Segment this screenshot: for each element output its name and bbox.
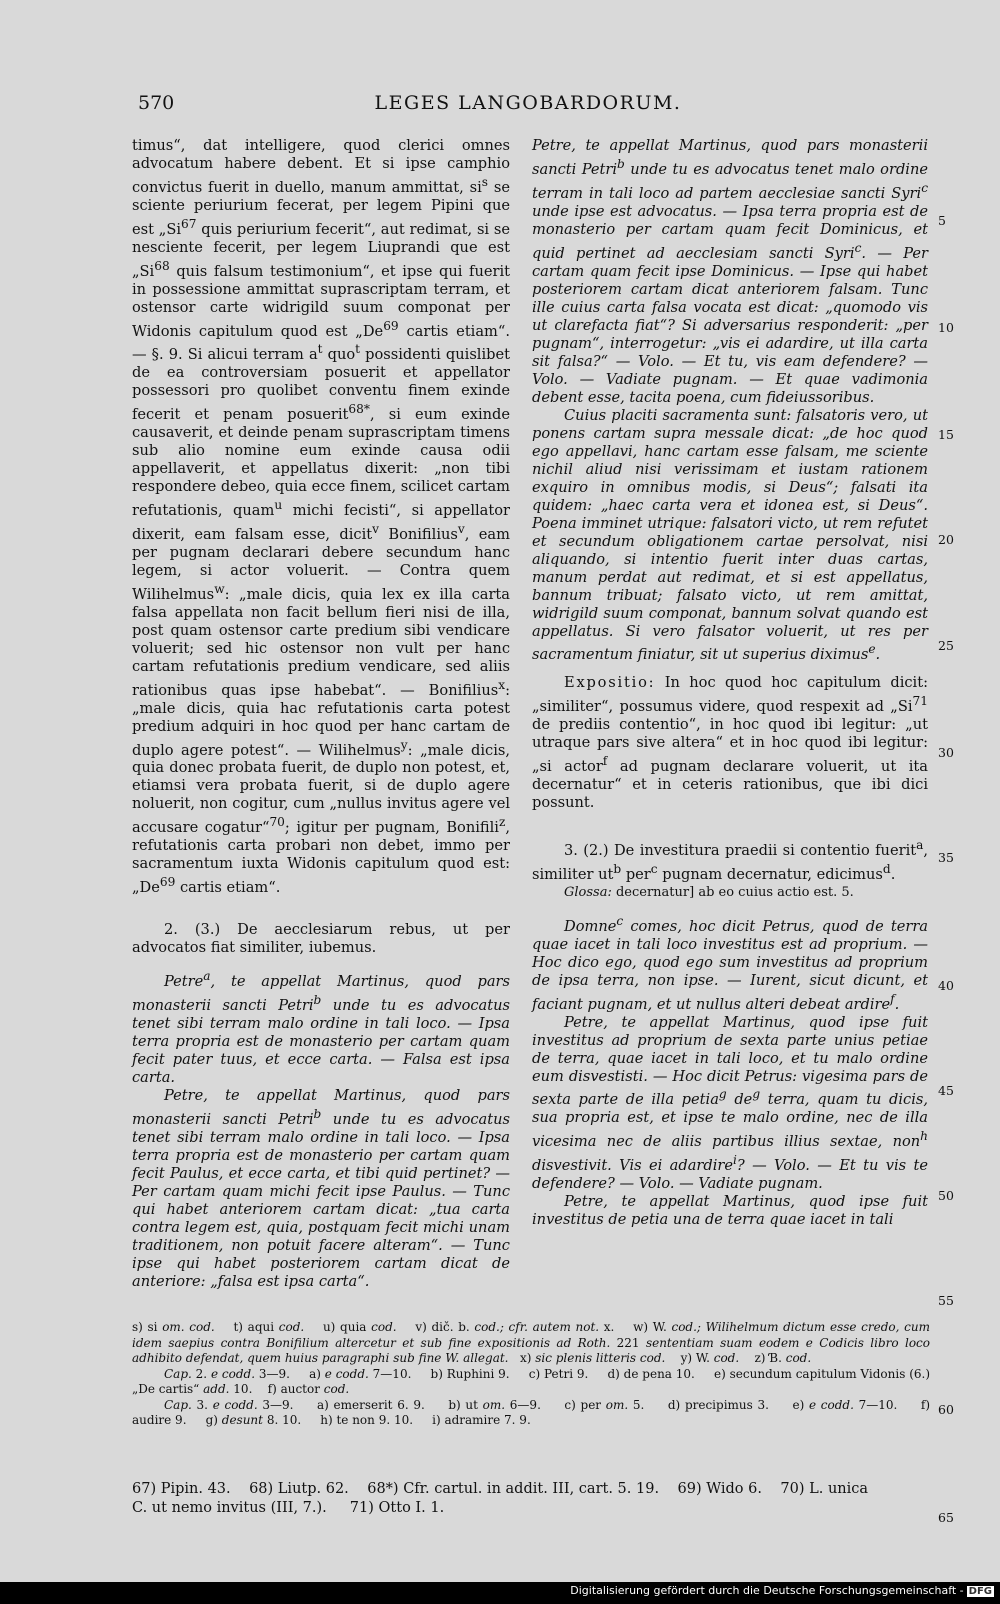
margin-line-number: 30	[938, 745, 954, 760]
formula-paragraph: Cuius placiti sacramenta sunt: falsatoris vero, ut ponens cartam supra messale dicat: „de hoc quod ego appellavi, hanc cartam esse falsam, me sciente nichil aliud nisi verissimam et iustam rationem exquiro in omnibus modis, si Deus“; falsati ita quidem: „haec carta vera et idonea est, si Deus“. Poena imminet utrique: falsatori victo, ut rem refutet et secundum obligationem cartae persolvat, nisi aliquando, si intentio fuerit inter duas cartas, manum perdat aut redimat, et si est appellatus, bannum tribuat; falsato victo, ut rem amittat, widrigild suum componat, bannum solvat quando est appellatus. Si vero falsator voluerit, ut res per sacramentum finiatur, sit ut superius diximus$^e$.	[532, 406, 928, 664]
formula-paragraph: Petre$^a$, te appellat Martinus, quod pars monasterii sancti Petri$^b$ unde tu es advocatus tenet sibi terram malo ordine in tali loco. — Ipsa terra propria est de monasterio per cartam quam fecit pater tuus, et ecce carta. — Falsa est ipsa carta.	[132, 969, 510, 1086]
margin-line-number: 40	[938, 978, 954, 993]
expositio-paragraph: Expositio: In hoc quod hoc capitulum dicit: „similiter“, possumus videre, quod respexit ad „Si$^{71}$ de prediis contentio“, in hoc quod ibi legitur: „ut utraque pars sive altera“ et in hoc quod ibi legitur: „si actor$^f$ ad pugnam declarare voluerit, ut ita decernatur“ et in ceteris rationibus, que ibi dici possunt.	[532, 674, 928, 812]
running-head: LEGES LANGOBARDORUM.	[374, 92, 682, 114]
margin-line-number: 45	[938, 1083, 954, 1098]
formula-paragraph: Petre, te appellat Martinus, quod ipse fuit investitus ad proprium de sexta parte unius petiae de terra, quae iacet in tali loco, et tu malo ordine eum disvestisti. — Hoc dicit Petrus: vigesima pars de sexta parte de illa petia$^g$ $de^g$ terra, quam tu dicis, sua propria est, et ipse te malo ordine, nec de illa vicesima nec de aliis partibus illius sextae, non$^h$ disvestivit. Vis ei adardire$^i$? — Volo. — Et tu vis te defendere? — Volo. — Vadiate pugnam.	[532, 1013, 929, 1193]
source-notes	[132, 1480, 930, 1518]
margin-line-number: 20	[938, 532, 954, 547]
formula-paragraph: Petre, te appellat Martinus, quod pars monasterii sancti Petri$^b$ unde tu es advocatus tenet sibi terram malo ordine in tali loco. — Ipsa terra propria est de monasterio per cartam quam fecit Paulus, et ecce carta, et tibi quid pertinet? — Per cartam quam michi fecit ipse Paulus. — Tunc qui habet anteriorem cartam dicat: „tua carta contra legem est, quia, postquam fecit michi unam traditionem, non potuit facere alteram“. — Tunc ipse qui habet posteriorem cartam dicat de anteriore: „falsa est ipsa carta“.	[132, 1086, 510, 1290]
formula-paragraph: Petre, te appellat Martinus, quod pars monasterii sancti Petri$^b$ unde tu es advocatus tenet malo ordine terram in tali loco ad partem aecclesiae sancti Syri$^c$ unde ipse est advocatus. — Ipsa terra propria est de monasterio per cartam quam fecit Dominicus, et quid pertinet ad aecclesiam sancti Syri$^c$. — Per cartam quam fecit ipse Dominicus. — Ipse qui habet posteriorem cartam dicat anteriorem falsam. Tunc ille cuius carta falsa vocata est dicat: „quomodo vis ut clarefacta fiat“? Si adversarius responderit: „per pugnam“, interrogetur: „vis ei adardire, ut illa carta sit falsa?“ — Volo. — Et tu, vis eam defendere? — Volo. — Vadiate pugnam. — Et quae vadimonia debent esse, tacita poena, cum fideiussoribus.	[532, 137, 928, 406]
page-number: 570	[138, 92, 175, 114]
margin-line-number: 35	[938, 850, 954, 865]
chapter-heading: 2. (3.) De aecclesiarum rebus, ut per advocatos fiat similiter, iubemus.	[132, 921, 510, 957]
margin-line-number: 15	[938, 427, 954, 442]
margin-line-number: 5	[938, 213, 946, 228]
footnotes	[132, 1320, 930, 1429]
footnote-block: Cap. 3. e codd. 3—9. a) emerserit 6. 9. b) ut om. 6—9. c) per om. 5. d) precipimus 3. e) e codd. 7—10. f) audire 9. g) desunt 8. 10. h) te non 9. 10. i) adramire 7. 9.	[132, 1397, 931, 1427]
formula-paragraph: Domne$^c$ comes, hoc dicit Petrus, quod de terra quae iacet in tali loco investitus est ad proprium. — Hoc dico ego, quod ego sum investitus ad proprium de ipsa terra, non ipse. — Iurent, sicut dicunt, et faciant pugnam, et ut nullus alteri debeat ardire$^f$.	[532, 913, 928, 1013]
right-column	[532, 137, 928, 1229]
glossa: Glossa: decernatur] ab eo cuius actio est. 5.	[564, 884, 854, 900]
footnote-block: Cap. 2. e codd. 3—9. a) e codd. 7—10. b) Ruphini 9. c) Petri 9. d) de pena 10. e) secundum capitulum Vidonis (6.) „De cartis“ add. 10. f) auctor cod.	[132, 1366, 931, 1396]
margin-line-number: 65	[938, 1510, 954, 1525]
footer-text: Digitalisierung gefördert durch die Deutsche Forschungsgemeinschaft -	[570, 1584, 964, 1597]
source-note-line: 67) Pipin. 43. 68) Liutp. 62. 68*) Cfr. cartul. in addit. III, cart. 5. 19. 69) Wido 6. 70) L. unica	[132, 1481, 869, 1497]
page-header	[138, 92, 918, 124]
margin-line-number: 50	[938, 1188, 954, 1203]
margin-line-number: 55	[938, 1293, 954, 1308]
margin-line-number: 10	[938, 320, 954, 335]
footnote-block: s) si om. cod. t) aqui cod. u) quia cod. v) dič. b. cod.; cfr. autem not. x. w) W. cod.; Wilihelmum dictum esse credo, cum idem saepius contra Bonifilium altercetur et sub fine expositionis ad Roth. 221 sententiam suam eodem e Codicis libro loco adhibito defendat, quem huius paragraphi sub fine W. allegat. x) sic plenis litteris cod. y) W. cod. z) Ɓ. cod.	[132, 1320, 930, 1365]
left-column	[132, 137, 510, 1291]
digitization-footer	[570, 1584, 994, 1597]
dfg-logo: DFG	[968, 1586, 992, 1597]
margin-line-number: 25	[938, 638, 954, 653]
margin-line-number: 60	[938, 1402, 954, 1417]
formula-paragraph: Petre, te appellat Martinus, quod ipse fuit investitus de petia una de terra quae iacet in tali	[532, 1193, 928, 1229]
chapter-heading: 3. (2.) De investitura praedii si contentio fuerit$^a$, similiter $ut^b$ per$^c$ pugnam decernatur, edicimus$^d$.	[532, 838, 928, 883]
source-note-line: C. ut nemo invitus (III, 7.). 71) Otto I. 1.	[132, 1500, 445, 1516]
left-paragraph: timus“, dat intelligere, quod clerici omnes advocatum habere debent. Et si ipse camphio convictus fuerit in duello, manum ammittat, $si^s$ se sciente periurium fecerat, per legem Pipini que est „Si$^{67}$ quis periurium fecerit“, aut redimat, si se nesciente fecerit, per legem Liuprandi que est „Si$^{68}$ quis falsum testimonium“, et ipse qui fuerit in possessione ammittat suprascriptam terram, et ostensor carte widrigild suum componat per Widonis capitulum quod est „De$^{69}$ cartis etiam“. — §. 9. Si alicui terram $a^t$ quo$^t$ possidenti quislibet de ea controversiam posuerit et appellator possessori pro quolibet conventu finem exinde fecerit et penam posuerit$^{68*}$, si eum exinde causaverit, et deinde penam suprascriptam timens sub alio nomine eum exinde causa odii appellaverit, et appellatus dixerit: „non tibi respondere debeo, quia ecce finem, scilicet cartam refutationis, quam$^u$ michi fecisti“, si appellator dixerit, eam falsam esse, dicit$^v$ Bonifilius$^v$, eam per pugnam declarari debere secundum hanc legem, si actor voluerit. — Contra quem Wilihelmus$^w$: „male dicis, quia lex ex illa carta falsa appellata non facit bellum fieri nisi de illa, post quam ostensor carte predium sibi vendicare voluerit; sed hic ostensor non vult per hanc cartam refutationis predium vendicare, sed aliis rationibus quas ipse habebat“. — Bonifilius$^x$: „male dicis, quia hac refutationis carta potest predium adquiri in hoc quod per hanc cartam de duplo agere potest“. — Wilihelmus$^y$: „male dicis, quia donec probata fuerit, de duplo non potest, et, etiamsi vera probata fuerit, si de duplo agere noluerit, non cogitur, cum „nullus invitus agere vel accusare cogatur“$^{70}$; igitur per pugnam, Bonifili$^z$, refutationis carta probari non debet, immo per sacramentum iuxta Widonis capitulum quod est: „De$^{69}$ cartis etiam“.	[132, 137, 511, 897]
